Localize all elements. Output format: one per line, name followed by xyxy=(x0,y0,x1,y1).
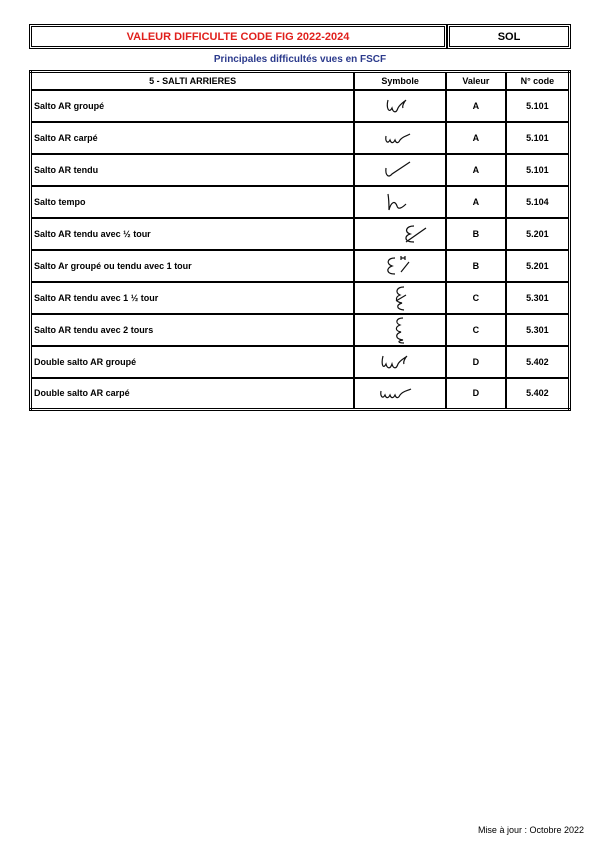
symbol-cell xyxy=(354,378,446,410)
code-cell: 5.301 xyxy=(506,282,570,314)
code-cell: 5.201 xyxy=(506,250,570,282)
value-cell: A xyxy=(446,90,506,122)
document-title: VALEUR DIFFICULTE CODE FIG 2022-2024 xyxy=(29,24,447,49)
double-twist-symbol-icon xyxy=(380,315,420,345)
symbol-cell xyxy=(354,250,446,282)
element-name: Salto AR carpé xyxy=(31,122,355,154)
code-cell: 5.101 xyxy=(506,154,570,186)
pike-symbol-icon xyxy=(380,126,420,150)
value-cell: C xyxy=(446,314,506,346)
table-row xyxy=(31,90,570,122)
table-row xyxy=(31,218,570,250)
element-name: Salto AR tendu avec ½ tour xyxy=(31,218,355,250)
update-date: Mise à jour : Octobre 2022 xyxy=(477,825,584,835)
table-row xyxy=(31,122,570,154)
value-cell: B xyxy=(446,250,506,282)
column-header-code: N° code xyxy=(506,72,570,90)
element-name: Salto tempo xyxy=(31,186,355,218)
symbol-cell xyxy=(354,122,446,154)
element-name: Double salto AR carpé xyxy=(31,378,355,410)
table-row xyxy=(31,378,570,410)
code-cell: 5.301 xyxy=(506,314,570,346)
symbol-cell xyxy=(354,346,446,378)
apparatus-label: SOL xyxy=(447,24,571,49)
value-cell: A xyxy=(446,154,506,186)
table-row xyxy=(31,282,570,314)
double-pike-symbol-icon xyxy=(375,381,425,405)
value-cell: A xyxy=(446,186,506,218)
symbol-cell xyxy=(354,314,446,346)
column-header-element: 5 - SALTI ARRIERES xyxy=(31,72,355,90)
table-header-row xyxy=(31,72,570,90)
one-half-twist-symbol-icon xyxy=(380,283,420,313)
element-name: Salto AR tendu avec 2 tours xyxy=(31,314,355,346)
element-name: Salto AR tendu xyxy=(31,154,355,186)
tempo-symbol-icon xyxy=(380,190,420,214)
element-name: Salto AR groupé xyxy=(31,90,355,122)
full-twist-symbol-icon xyxy=(375,252,425,280)
element-name: Salto Ar groupé ou tendu avec 1 tour xyxy=(31,250,355,282)
double-tuck-symbol-icon xyxy=(375,350,425,374)
value-cell: B xyxy=(446,218,506,250)
table-row xyxy=(31,250,570,282)
value-cell: D xyxy=(446,346,506,378)
tuck-symbol-icon xyxy=(380,94,420,118)
symbol-cell xyxy=(354,186,446,218)
symbol-cell xyxy=(354,218,446,250)
layout-symbol-icon xyxy=(380,158,420,182)
code-cell: 5.101 xyxy=(506,122,570,154)
column-header-symbol: Symbole xyxy=(354,72,446,90)
table-row xyxy=(31,314,570,346)
value-cell: D xyxy=(446,378,506,410)
symbol-cell xyxy=(354,282,446,314)
header-bar xyxy=(29,24,571,49)
code-cell: 5.101 xyxy=(506,90,570,122)
value-cell: C xyxy=(446,282,506,314)
half-twist-symbol-icon xyxy=(370,220,430,248)
subtitle: Principales difficultés vues en FSCF xyxy=(213,54,387,65)
table-row xyxy=(31,154,570,186)
code-cell: 5.201 xyxy=(506,218,570,250)
table-row xyxy=(31,346,570,378)
element-name: Double salto AR groupé xyxy=(31,346,355,378)
column-header-value: Valeur xyxy=(446,72,506,90)
code-cell: 5.402 xyxy=(506,346,570,378)
code-cell: 5.104 xyxy=(506,186,570,218)
value-cell: A xyxy=(446,122,506,154)
table-row xyxy=(31,186,570,218)
symbol-cell xyxy=(354,90,446,122)
symbol-cell xyxy=(354,154,446,186)
difficulty-table xyxy=(29,70,571,411)
element-name: Salto AR tendu avec 1 ½ tour xyxy=(31,282,355,314)
code-cell: 5.402 xyxy=(506,378,570,410)
